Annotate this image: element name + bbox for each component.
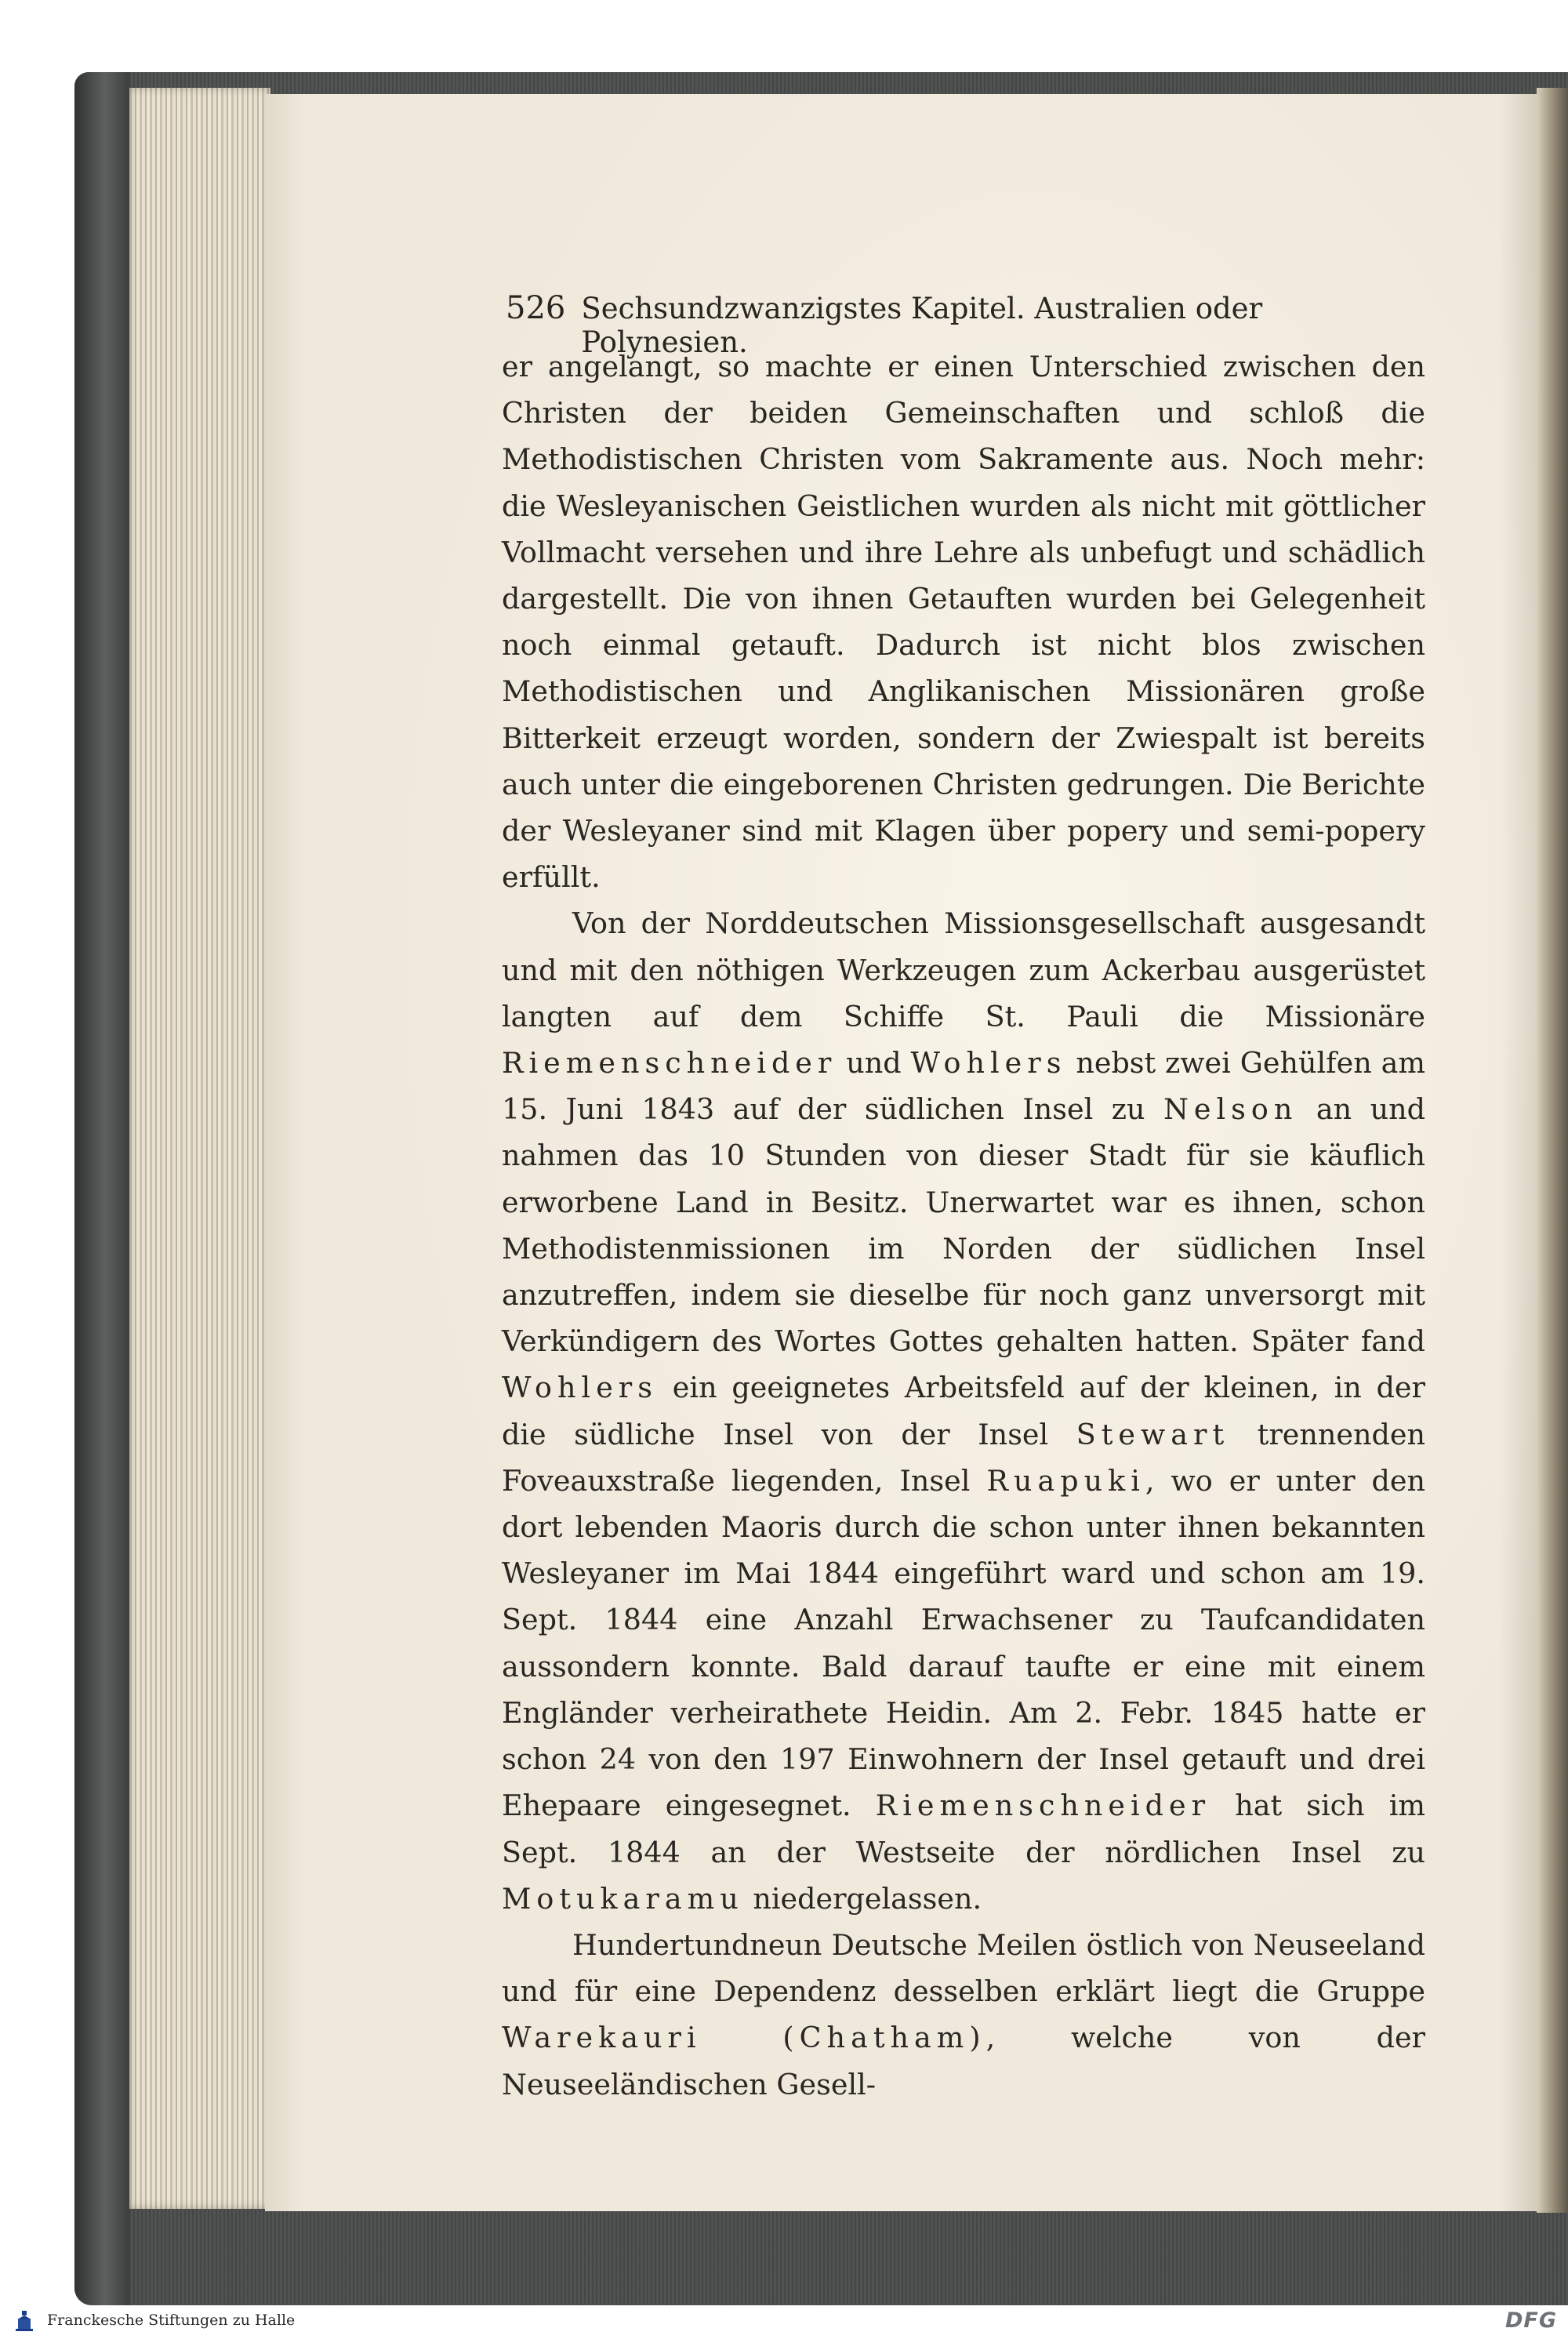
book-gutter [1537,88,1568,2213]
paragraph-2-text-2: und [837,1046,911,1081]
paragraph-3 [502,1922,1425,2108]
paragraph-2-text-4: an und nahmen das 10 Stunden von dieser Stadt für sie käuflich erworbene Land in Besitz. Unerwartet war es ihnen, schon Methodistenmissionen im Norden der südlichen Insel anzutreffen, indem sie dieselbe für noch ganz unversorgt mit Verkündigern des Wortes Gottes gehalten hatten. Später fand [502,1092,1425,1359]
name-wohlers-2: Wohlers [502,1371,658,1405]
name-riemenschneider: Riemenschneider [502,1046,837,1081]
paragraph-2-text-3: nebst zwei Gehülfen am 15. Juni 1843 auf der südlichen Insel zu [502,1046,1425,1127]
name-riemenschneider-2: Riemenschneider [875,1789,1211,1823]
viewer-footer [0,2305,1568,2339]
place-motukaramu: Motukaramu [502,1881,744,1916]
paragraph-2-text-7: , wo er unter den dort lebenden Maoris durch die schon unter ihnen bekannten Wesleyaner im Mai 1844 eingeführt ward und schon am 19. Sept. 1844 eine Anzahl Erwachsener zu Taufcandidaten aussondern konnte. Bald darauf taufte er eine mit einem Engländer verheirathete Heidin. Am 2. Febr. 1845 hatte er schon 24 von den 197 Einwohnern der Insel getauft und drei Ehepaare eingesegnet. [502,1463,1426,1823]
institution-name: Franckesche Stiftungen zu Halle [47,2312,296,2329]
body-text [502,343,1425,2108]
paragraph-2-text-8: hat sich im Sept. 1844 an der Westseite der nördlichen Insel zu [502,1789,1425,1869]
institution-logo-icon [9,2308,39,2335]
name-wohlers: Wohlers [910,1046,1067,1081]
place-ruapuki: Ruapuki [986,1463,1145,1498]
paragraph-3-text-2: , welche von der Neuseeländischen Gesell- [502,2021,1425,2101]
paragraph-2 [502,900,1425,1921]
running-title: Sechsundzwanzigstes Kapitel. Australien oder Polynesien. [581,292,1263,359]
place-warekauri: Warekauri (Chatham) [502,2021,986,2055]
paragraph-1: er angelangt, so machte er einen Unterschied zwischen den Christen der beiden Gemeinschaften und schloß die Methodistischen Christen vom Sakramente aus. Noch mehr: die Wesleyanischen Geistlichen wurden als nicht mit göttlicher Vollmacht versehen und ihre Lehre als unbefugt und schädlich dargestellt. Die von ihnen Getauften wurden bei Gelegenheit noch einmal getauft. Dadurch ist nicht blos zwischen Methodistischen und Anglikanischen Missionären große Bitterkeit erzeugt worden, sondern der Zwiespalt ist bereits auch unter die eingeborenen Christen gedrungen. Die Berichte der Wesleyaner sind mit Klagen über popery und semi-popery erfüllt. [502,350,1425,895]
paragraph-2-text-5: ein geeignetes Arbeitsfeld auf der kleinen, in der die südliche Insel von der Insel [502,1371,1425,1451]
paragraph-2-text-9: niedergelassen. [743,1881,982,1916]
place-stewart: Stewart [1076,1417,1230,1451]
dfg-logo: DFG [1504,2308,1557,2333]
paragraph-3-text-1: Hundertundneun Deutsche Meilen östlich von Neuseeland und für eine Dependenz desselben erklärt liegt die Gruppe [502,1927,1425,2009]
paragraph-2-text-1: Von der Norddeutschen Missionsgesellschaft ausgesandt und mit den nöthigen Werkzeugen zum Ackerbau ausgerüstet langten auf dem Schiffe St. Pauli die Missionäre [502,906,1425,1033]
paragraph-2-text-6: trennenden Foveauxstraße liegenden, Insel [502,1417,1425,1498]
page-edges [129,88,270,2209]
cover-spine-edge [74,72,129,2305]
page-number: 526 [506,290,566,326]
place-nelson: Nelson [1163,1092,1298,1127]
